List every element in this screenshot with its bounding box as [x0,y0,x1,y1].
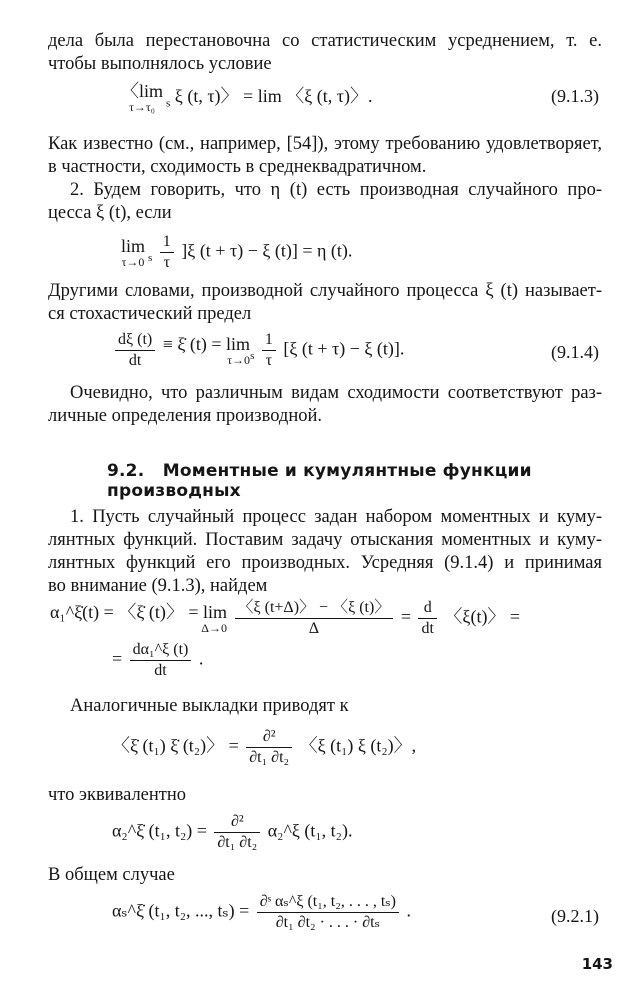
equation-first-moment-cont [112,640,203,681]
fraction-denominator: ∂t₁ ∂t₂ · . . . · ∂tₛ [275,914,380,931]
fraction-denominator: τ [163,254,171,271]
text-line: во внимание (9.1.3), найдем [48,576,268,596]
eq-subscript: τ→0 [121,254,145,269]
fraction-denominator: Δ [308,620,320,637]
section-title: Моментные и кумулянтные функции производных [107,461,532,501]
equation-second-moment [112,727,416,768]
text-line: Другими словами, производной случайного процесса ξ (t) называет- [48,281,602,301]
fraction-numerator: dξ (t) [115,330,155,351]
fraction-numerator: ∂² [214,812,260,833]
equation-derivative-definition: lim τ→0 $_s$ $\frac{1}{\tau}$ ]ξ (t + τ) − ξ (t)] = η (t). [121,233,353,271]
eq-subscript: τ→0 [227,352,251,367]
fraction-denominator: dt [421,620,434,637]
equation-9-1-3: 〈lim τ→τ₀ $_s$ ξ (t, τ)〉 = lim 〈ξ (t, τ)〉. [121,81,373,115]
eq-part: α₂^ξ̇ (t₁, t₂) = [112,820,207,841]
text-line: В общем случае [48,865,175,885]
eq-part: 〈ξ̇ (t₁) ξ̇ (t₂)〉 = [112,735,239,756]
eq-part: 〈ξ (t₁) ξ (t₂)〉, [299,735,417,756]
equation-9-1-4: $\frac{d\xi (t)}{dt}$ ≡ ξ̇ (t) = lim τ→0 $_s$ $\frac{1}{\tau}$ [ξ (t + τ) − ξ (t)]. [112,330,404,371]
text-line: Аналогичные выкладки приводят к [70,696,349,716]
section-heading [107,461,639,501]
equation-second-cumulant [112,812,352,853]
eq-part: lim [121,235,146,256]
text-line: лянтных функций. Поставим задачу отыскания моментных и куму- [48,530,602,550]
text-line: лянтных функций его производных. Усредняя (9.1.4) и принимая [48,553,602,573]
fraction-numerator: 1 [262,330,276,351]
text-line: 1. Пусть случайный процесс задан набором моментных и куму- [70,507,602,527]
section-number: 9.2. [107,461,145,481]
page-number: 143 [581,955,613,973]
text-line: чтобы выполнялось условие [48,54,272,74]
fraction-denominator: dt [128,352,142,369]
eq-part: ≡ ξ̇ (t) = lim [162,333,251,354]
text-line: личные определения производной. [48,406,322,426]
fraction-numerator: dα₁^ξ (t) [130,640,192,661]
eq-subscript: Δ→0 [201,620,227,635]
text-line: Как известно (см., например, [54]), этому требованию удовлетворяет, [48,134,602,154]
eq-part: . [198,648,204,669]
eq-part: α₁^ξ̇(t) = 〈ξ̇ (t)〉 = lim [50,601,227,622]
eq-part: αₛ^ξ̇ (t₁, t₂, ..., tₛ) = [112,900,250,921]
eq-part: ]ξ (t + τ) − ξ (t)] = η (t). [181,240,353,261]
eq-part: . [406,900,411,921]
fraction-numerator: 1 [160,232,174,253]
equation-first-moment [50,598,520,639]
equation-number: (9.2.1) [551,906,599,926]
fraction-numerator: ∂² [246,727,292,748]
fraction-denominator: ∂t₁ ∂t₂ [249,749,290,766]
equation-9-2-1 [112,892,411,933]
eq-part: = [400,606,411,627]
text-line: цесса ξ (t), если [48,203,172,223]
text-line: дела была перестановочна со статистическим усреднением, т. е. [48,31,602,51]
eq-part: 〈lim [121,81,164,102]
eq-part: [ξ (t + τ) − ξ (t)]. [283,338,405,359]
eq-part: α₂^ξ (t₁, t₂). [267,820,353,841]
fraction-numerator: ∂ˢ αₛ^ξ (t₁, t₂, . . . , tₛ) [257,892,399,913]
text-line: что эквивалентно [48,785,187,805]
eq-subscript: τ→τ₀ [129,100,155,115]
fraction-denominator: τ [265,352,273,369]
eq-part: 〈ξ(t)〉 = [444,606,521,627]
eq-part: ξ (t, τ)〉 = lim 〈ξ (t, τ)〉. [174,86,373,106]
text-line: Очевидно, что различным видам сходимости соответствуют раз- [70,383,602,403]
equation-number: (9.1.3) [551,86,599,106]
fraction-numerator: 〈ξ (t+Δ)〉 − 〈ξ (t)〉 [235,598,394,619]
fraction-numerator: d [418,598,436,619]
text-line: 2. Будем говорить, что η (t) есть производная случайного про- [70,180,602,200]
text-line: в частности, сходимость в среднеквадратичном. [48,157,427,177]
eq-part: = [112,648,123,669]
text-line: ся стохастический предел [48,304,252,324]
fraction-denominator: ∂t₁ ∂t₂ [217,834,258,851]
equation-number: (9.1.4) [551,342,599,362]
fraction-denominator: dt [154,662,167,679]
